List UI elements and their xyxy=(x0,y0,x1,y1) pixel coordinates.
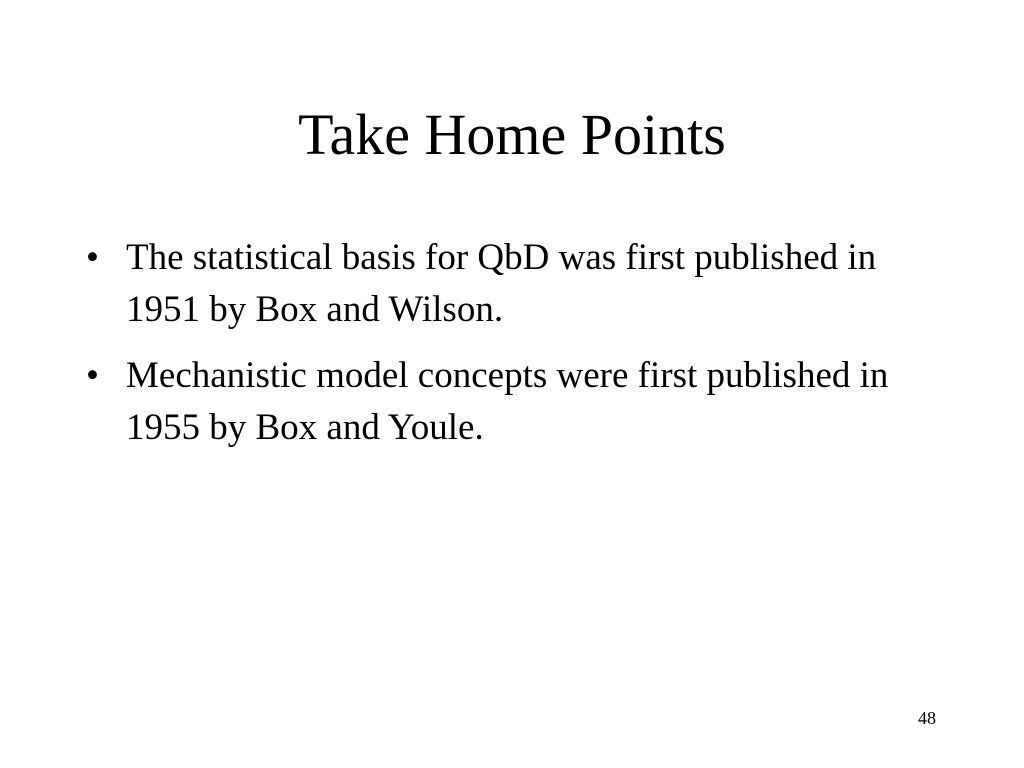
bullet-item xyxy=(86,232,906,336)
bullet-text: The statistical basis for QbD was first published in 1951 by Box and Wilson. xyxy=(126,237,877,330)
slide-title: Take Home Points xyxy=(298,102,726,167)
bullet-text: Mechanistic model concepts were first published in 1955 by Box and Youle. xyxy=(126,355,889,448)
bullet-icon: • xyxy=(86,355,99,396)
bullet-icon: • xyxy=(86,237,99,278)
page-number: 48 xyxy=(918,708,936,728)
bullet-item xyxy=(86,350,906,454)
bullet-list xyxy=(86,232,906,468)
